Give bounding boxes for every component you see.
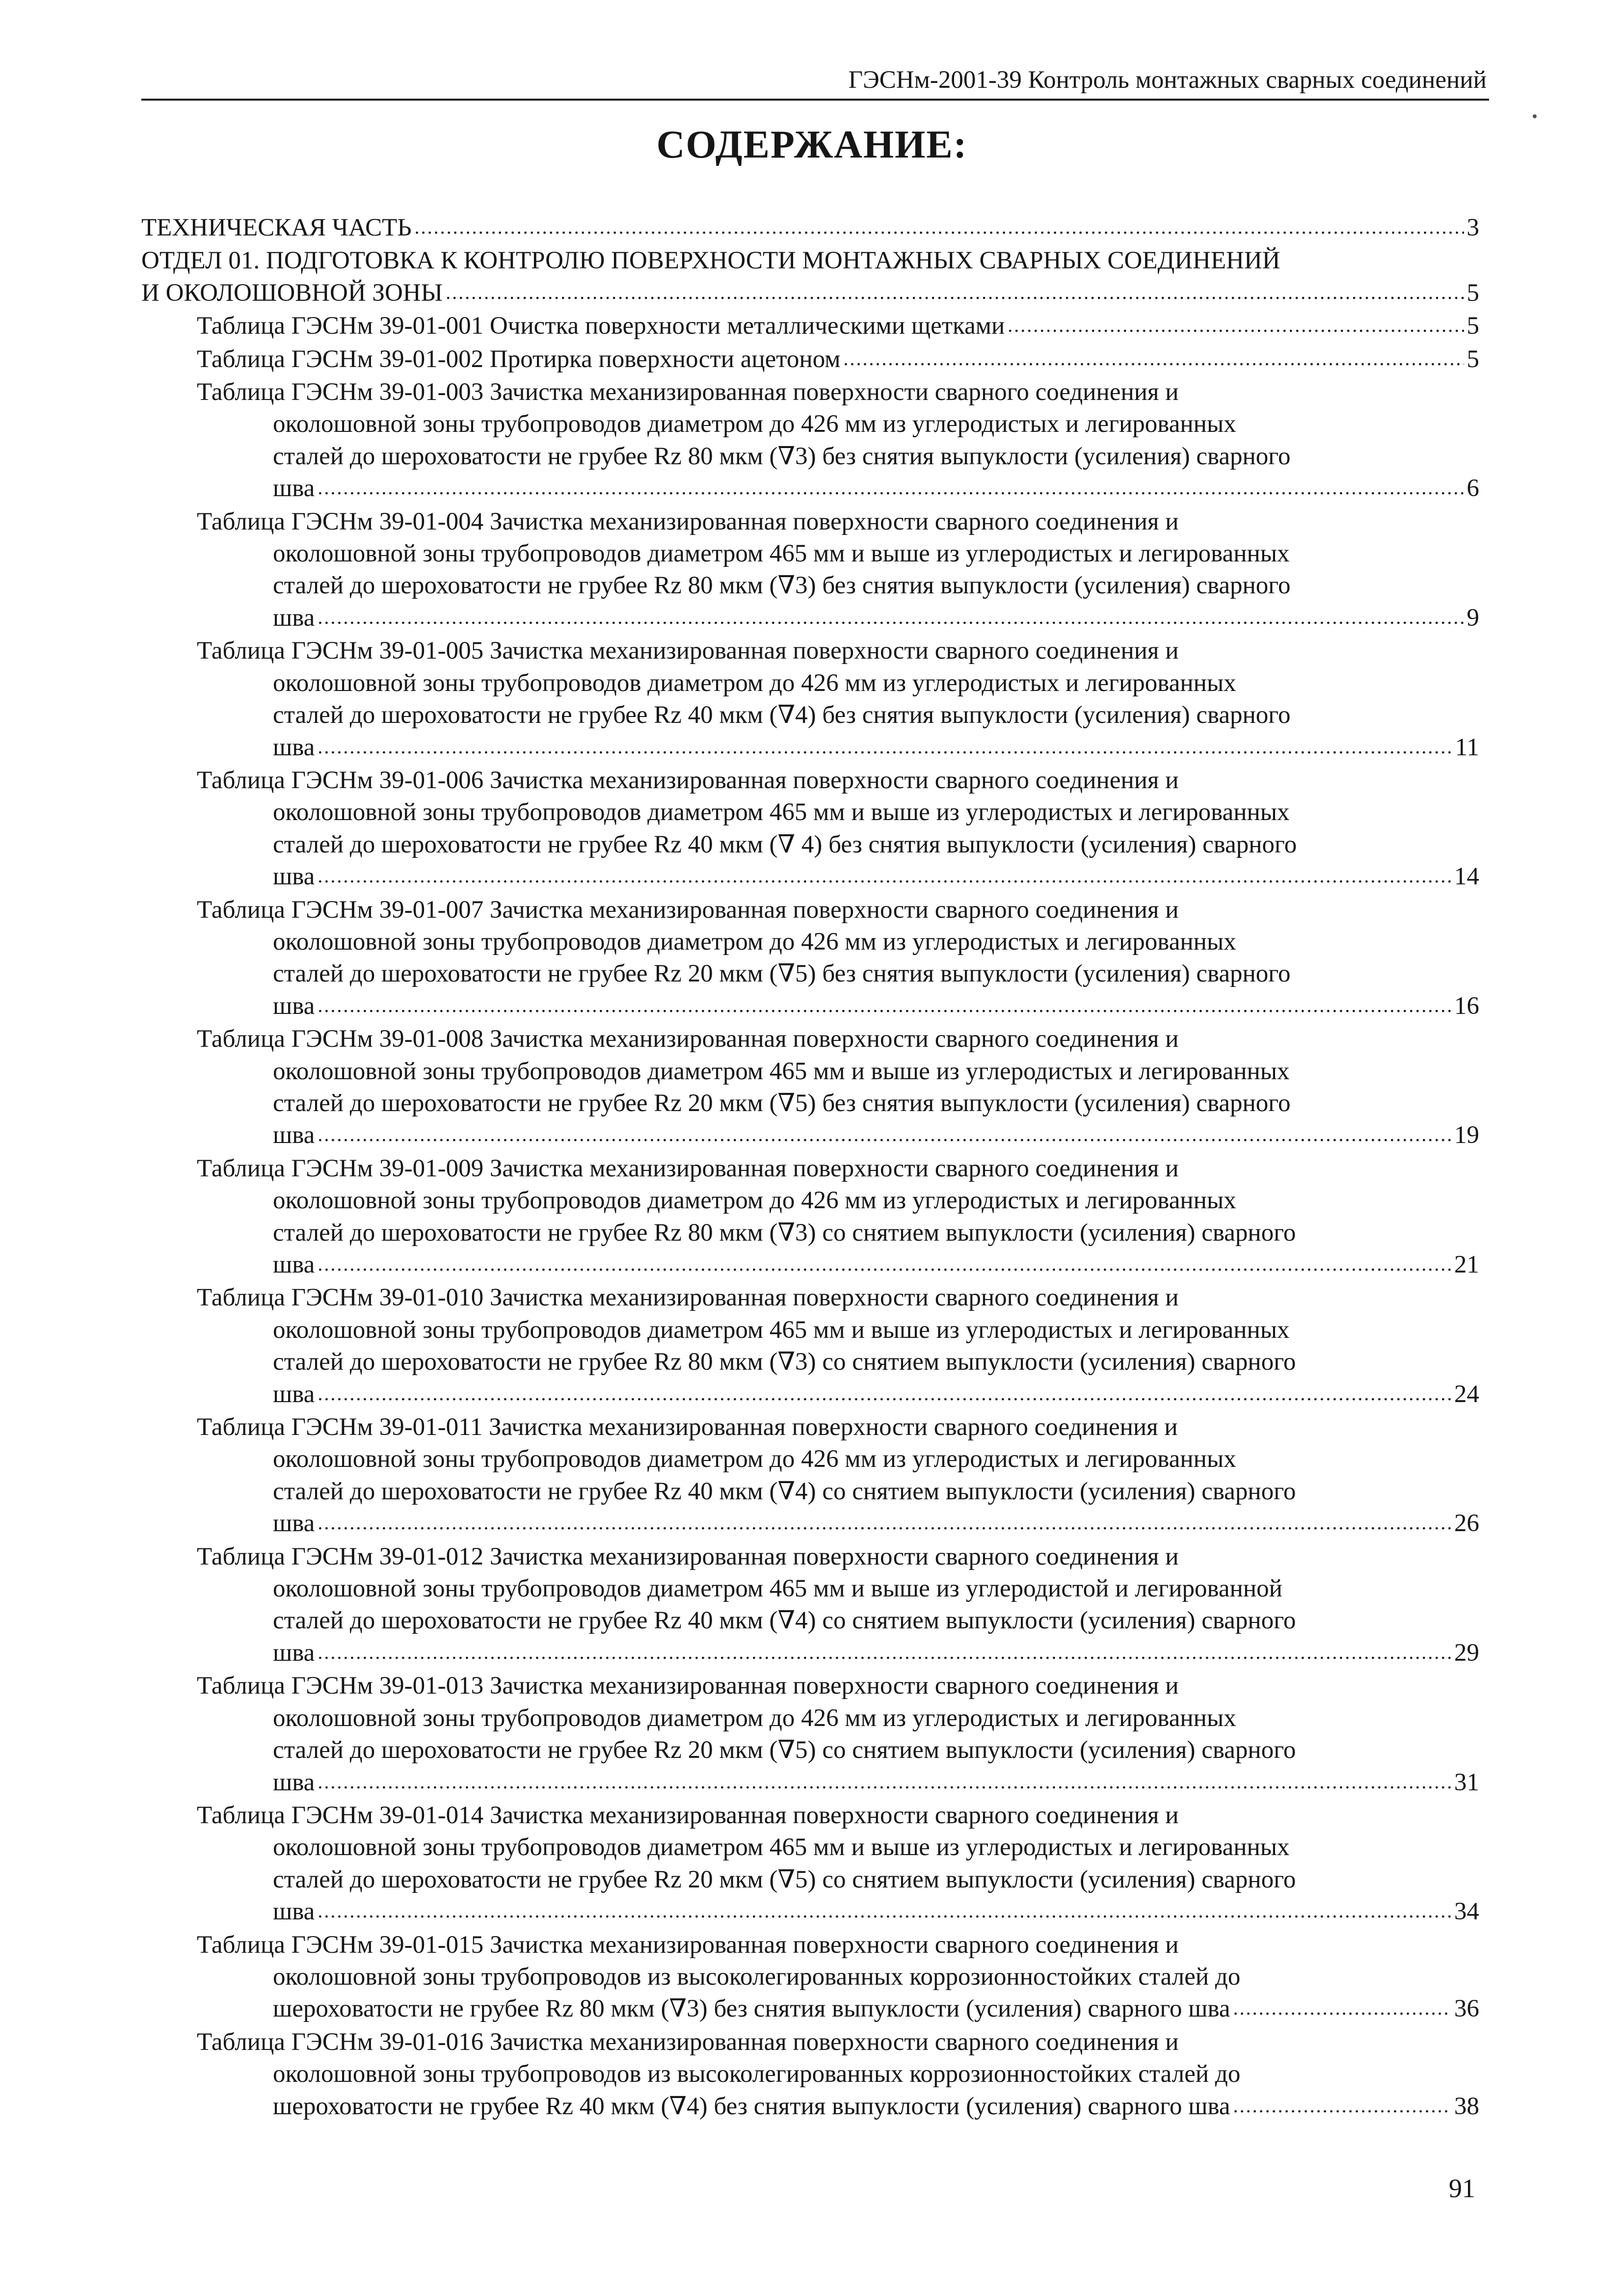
toc-entry-last-line <box>197 344 1479 376</box>
toc-page-number: 19 <box>1454 1121 1479 1149</box>
toc-entry-line: ОТДЕЛ 01. ПОДГОТОВКА К КОНТРОЛЮ ПОВЕРХНОСТИ МОНТАЖНЫХ СВАРНЫХ СОЕДИНЕНИЙ <box>141 247 1280 275</box>
dot-leader <box>446 275 1464 308</box>
toc-table-entry[interactable] <box>141 1153 1479 1282</box>
toc-entry-last-line <box>197 1249 1479 1282</box>
toc-entry-line: сталей до шероховатости не грубее Rz 80 мкм (∇3) без снятия выпуклости (усиления) сварного <box>273 572 1291 600</box>
toc-entry-last-line <box>197 310 1479 343</box>
dot-leader <box>318 600 1464 633</box>
dot-leader <box>318 471 1464 504</box>
toc-table-entry[interactable] <box>141 1670 1479 1800</box>
toc-entry-last-line <box>197 602 1479 635</box>
toc-entry-last-line <box>141 277 1479 310</box>
toc-entry-line: Таблица ГЭСНм 39-01-005 Зачистка механизированная поверхности сварного соединения и <box>197 637 1179 665</box>
toc-page-number: 34 <box>1454 1898 1479 1926</box>
toc-entry-line: Таблица ГЭСНм 39-01-009 Зачистка механизированная поверхности сварного соединения и <box>197 1154 1179 1182</box>
dot-leader <box>318 988 1451 1021</box>
toc-entry-text: шва <box>273 1768 315 1796</box>
toc-page-number: 3 <box>1466 214 1479 241</box>
toc-entry-text: шва <box>273 1510 315 1538</box>
toc-entry-text: шва <box>273 1251 315 1278</box>
page-number: 91 <box>1449 2174 1475 2203</box>
toc-entry-text: шва <box>273 1380 315 1408</box>
toc-page-number: 24 <box>1454 1380 1479 1408</box>
toc-section-entry[interactable] <box>141 245 1479 310</box>
toc-entry-line: Таблица ГЭСНм 39-01-012 Зачистка механизированная поверхности сварного соединения и <box>197 1542 1179 1570</box>
toc-entry-text: шва <box>273 475 315 503</box>
toc-page-number: 14 <box>1454 863 1479 891</box>
dot-leader <box>1233 1991 1451 2024</box>
toc-table-entry[interactable] <box>141 1411 1479 1541</box>
toc-entry-line: околошовной зоны трубопроводов диаметром 465 мм и выше из углеродистых и легированных <box>273 798 1290 826</box>
toc-entry-line: сталей до шероховатости не грубее Rz 40 мкм (∇4) без снятия выпуклости (усиления) сварного <box>273 701 1291 729</box>
toc-heading: СОДЕРЖАНИЕ: <box>656 123 968 166</box>
toc-page-number: 9 <box>1466 604 1479 632</box>
toc-entry-line: околошовной зоны трубопроводов из высоколегированных коррозионностойких сталей до <box>273 2060 1241 2088</box>
dot-leader <box>318 730 1452 763</box>
dot-leader <box>318 1635 1451 1668</box>
toc-entry-line: сталей до шероховатости не грубее Rz 20 мкм (∇5) со снятием выпуклости (усиления) сварного <box>273 1736 1296 1764</box>
toc-table-entry[interactable] <box>141 376 1479 506</box>
toc-entry-last-line <box>197 1993 1479 2026</box>
toc-entry-last-line <box>197 990 1479 1023</box>
toc-entry-text: Таблица ГЭСНм 39-01-002 Протирка поверхности ацетоном <box>197 345 841 373</box>
dot-leader <box>1233 2089 1451 2122</box>
toc-entry-line: сталей до шероховатости не грубее Rz 80 мкм (∇3) со снятием выпуклости (усиления) сварного <box>273 1348 1296 1376</box>
toc-table-entry[interactable] <box>141 635 1479 765</box>
toc-entry-last-line <box>141 212 1479 245</box>
toc-entry-text: шва <box>273 733 315 761</box>
toc-entry-line: сталей до шероховатости не грубее Rz 40 мкм (∇4) со снятием выпуклости (усиления) сварного <box>273 1607 1296 1635</box>
toc-entry-last-line <box>197 1767 1479 1800</box>
scan-speck <box>1533 114 1537 118</box>
toc-entry-line: Таблица ГЭСНм 39-01-015 Зачистка механизированная поверхности сварного соединения и <box>197 1931 1179 1959</box>
toc-entry-last-line <box>197 732 1479 765</box>
toc-entry-last-line <box>197 2091 1479 2124</box>
toc-entry-line: сталей до шероховатости не грубее Rz 20 мкм (∇5) со снятием выпуклости (усиления) сварного <box>273 1865 1296 1893</box>
toc-entry-text: шва <box>273 604 315 632</box>
toc-entry-line: околошовной зоны трубопроводов диаметром до 426 мм из углеродистых и легированных <box>273 410 1236 438</box>
toc-entry-line: околошовной зоны трубопроводов диаметром до 426 мм из углеродистых и легированных <box>273 1704 1236 1732</box>
toc-entry-line: околошовной зоны трубопроводов диаметром 465 мм и выше из углеродистых и легированных <box>273 1057 1290 1085</box>
toc-entry-line: Таблица ГЭСНм 39-01-007 Зачистка механизированная поверхности сварного соединения и <box>197 896 1179 924</box>
toc-entry-line: сталей до шероховатости не грубее Rz 20 мкм (∇5) без снятия выпуклости (усиления) сварного <box>273 960 1291 988</box>
toc-entry-text: шва <box>273 1639 315 1667</box>
toc-table-entry[interactable] <box>141 2026 1479 2124</box>
toc-entry-line: сталей до шероховатости не грубее Rz 40 мкм (∇ 4) без снятия выпуклости (усиления) сварного <box>273 830 1297 858</box>
toc-entry-text: шва <box>273 992 315 1020</box>
toc-table-entry[interactable] <box>141 1282 1479 1411</box>
toc-entry-last-line <box>197 473 1479 505</box>
toc-table-entry[interactable] <box>141 1541 1479 1671</box>
toc-page-number: 29 <box>1454 1639 1479 1667</box>
toc-entry-text: шероховатости не грубее Rz 40 мкм (∇4) без снятия выпуклости (усиления) сварного шва <box>273 2092 1230 2120</box>
toc-entry-line: околошовной зоны трубопроводов диаметром до 426 мм из углеродистых и легированных <box>273 1187 1236 1215</box>
toc-entry-line: сталей до шероховатости не грубее Rz 80 мкм (∇3) со снятием выпуклости (усиления) сварного <box>273 1219 1296 1247</box>
toc-entry-line: Таблица ГЭСНм 39-01-014 Зачистка механизированная поверхности сварного соединения и <box>197 1801 1179 1829</box>
toc-entry-line: околошовной зоны трубопроводов диаметром 465 мм и выше из углеродистых и легированных <box>273 1834 1290 1861</box>
toc-entry-line: околошовной зоны трубопроводов диаметром 465 мм и выше из углеродистой и легированной <box>273 1575 1282 1603</box>
toc-page-number: 26 <box>1454 1510 1479 1538</box>
toc-table-entry[interactable] <box>141 1023 1479 1153</box>
toc-entry-line: околошовной зоны трубопроводов диаметром 465 мм и выше из углеродистых и легированных <box>273 540 1290 568</box>
toc-table-entry[interactable] <box>141 894 1479 1024</box>
dot-leader <box>1008 308 1464 341</box>
toc-page-number: 5 <box>1466 312 1479 340</box>
toc-page-number: 36 <box>1454 1995 1479 2023</box>
toc-page-number: 31 <box>1454 1768 1479 1796</box>
toc-entry-line: Таблица ГЭСНм 39-01-013 Зачистка механизированная поверхности сварного соединения и <box>197 1672 1179 1700</box>
toc-entry-line: Таблица ГЭСНм 39-01-003 Зачистка механизированная поверхности сварного соединения и <box>197 378 1179 406</box>
toc-entry-line: околошовной зоны трубопроводов диаметром до 426 мм из углеродистых и легированных <box>273 1445 1236 1473</box>
toc-entry-line: сталей до шероховатости не грубее Rz 20 мкм (∇5) без снятия выпуклости (усиления) сварного <box>273 1089 1291 1117</box>
toc-table-entry[interactable] <box>141 344 1479 376</box>
toc-table-entry[interactable] <box>141 1800 1479 1929</box>
toc-entry-line: околошовной зоны трубопроводов диаметром до 426 мм из углеродистых и легированных <box>273 928 1236 956</box>
toc-page-number: 21 <box>1454 1251 1479 1278</box>
dot-leader <box>318 1247 1451 1280</box>
toc-entry-text: шва <box>273 1121 315 1149</box>
toc-page-number: 6 <box>1466 475 1479 503</box>
toc-entry-line: околошовной зоны трубопроводов диаметром 465 мм и выше из углеродистых и легированных <box>273 1316 1290 1344</box>
toc-entry-line: Таблица ГЭСНм 39-01-011 Зачистка механизированная поверхности сварного соединения и <box>197 1413 1178 1441</box>
toc-page-number: 5 <box>1466 279 1479 307</box>
dot-leader <box>415 210 1464 243</box>
toc-entry-last-line <box>197 1508 1479 1541</box>
toc-entry-last-line <box>197 1637 1479 1670</box>
dot-leader <box>318 859 1451 892</box>
toc-entry-line: Таблица ГЭСНм 39-01-010 Зачистка механизированная поверхности сварного соединения и <box>197 1284 1179 1312</box>
dot-leader <box>844 342 1464 374</box>
toc-entry-text: ТЕХНИЧЕСКАЯ ЧАСТЬ <box>141 214 412 241</box>
toc-entry-text: И ОКОЛОШОВНОЙ ЗОНЫ <box>141 279 443 307</box>
toc-page-number: 16 <box>1454 992 1479 1020</box>
dot-leader <box>318 1377 1451 1409</box>
toc-table-entry[interactable] <box>141 506 1479 636</box>
header-title: ГЭСНм-2001-39 Контроль монтажных сварных соединений <box>848 66 1487 94</box>
toc-entry-last-line <box>197 1119 1479 1152</box>
toc-page-number: 11 <box>1455 733 1479 761</box>
toc-entry-line: сталей до шероховатости не грубее Rz 80 мкм (∇3) без снятия выпуклости (усиления) сварного <box>273 442 1291 470</box>
dot-leader <box>318 1765 1451 1798</box>
toc-entry-last-line <box>197 1896 1479 1929</box>
header-rule <box>141 99 1489 101</box>
toc-section-entry[interactable] <box>141 212 1479 245</box>
toc-entry-text: шва <box>273 863 315 891</box>
dot-leader <box>318 1506 1451 1539</box>
toc-entry-line: Таблица ГЭСНм 39-01-016 Зачистка механизированная поверхности сварного соединения и <box>197 2028 1179 2056</box>
toc-table-entry[interactable] <box>141 1929 1479 2026</box>
dot-leader <box>318 1894 1451 1927</box>
toc-entry-line: Таблица ГЭСНм 39-01-006 Зачистка механизированная поверхности сварного соединения и <box>197 766 1179 794</box>
toc-table-entry[interactable] <box>141 310 1479 343</box>
toc-entry-last-line <box>197 861 1479 894</box>
toc-entry-text: Таблица ГЭСНм 39-01-001 Очистка поверхности металлическими щетками <box>197 312 1005 340</box>
toc-entry-last-line <box>197 1379 1479 1411</box>
toc-page-number: 38 <box>1454 2092 1479 2120</box>
toc-entry-text: шероховатости не грубее Rz 80 мкм (∇3) без снятия выпуклости (усиления) сварного шва <box>273 1995 1230 2023</box>
toc-page-number: 5 <box>1466 345 1479 373</box>
toc-table-entry[interactable] <box>141 765 1479 894</box>
toc-entry-text: шва <box>273 1898 315 1926</box>
dot-leader <box>318 1117 1451 1150</box>
toc-entry-line: околошовной зоны трубопроводов диаметром до 426 мм из углеродистых и легированных <box>273 669 1236 697</box>
toc-entry-line: Таблица ГЭСНм 39-01-004 Зачистка механизированная поверхности сварного соединения и <box>197 507 1179 535</box>
toc-entry-line: сталей до шероховатости не грубее Rz 40 мкм (∇4) со снятием выпуклости (усиления) сварного <box>273 1477 1296 1505</box>
toc-entry-line: околошовной зоны трубопроводов из высоколегированных коррозионностойких сталей до <box>273 1963 1241 1991</box>
toc-entry-line: Таблица ГЭСНм 39-01-008 Зачистка механизированная поверхности сварного соединения и <box>197 1025 1179 1053</box>
table-of-contents <box>141 212 1479 2124</box>
